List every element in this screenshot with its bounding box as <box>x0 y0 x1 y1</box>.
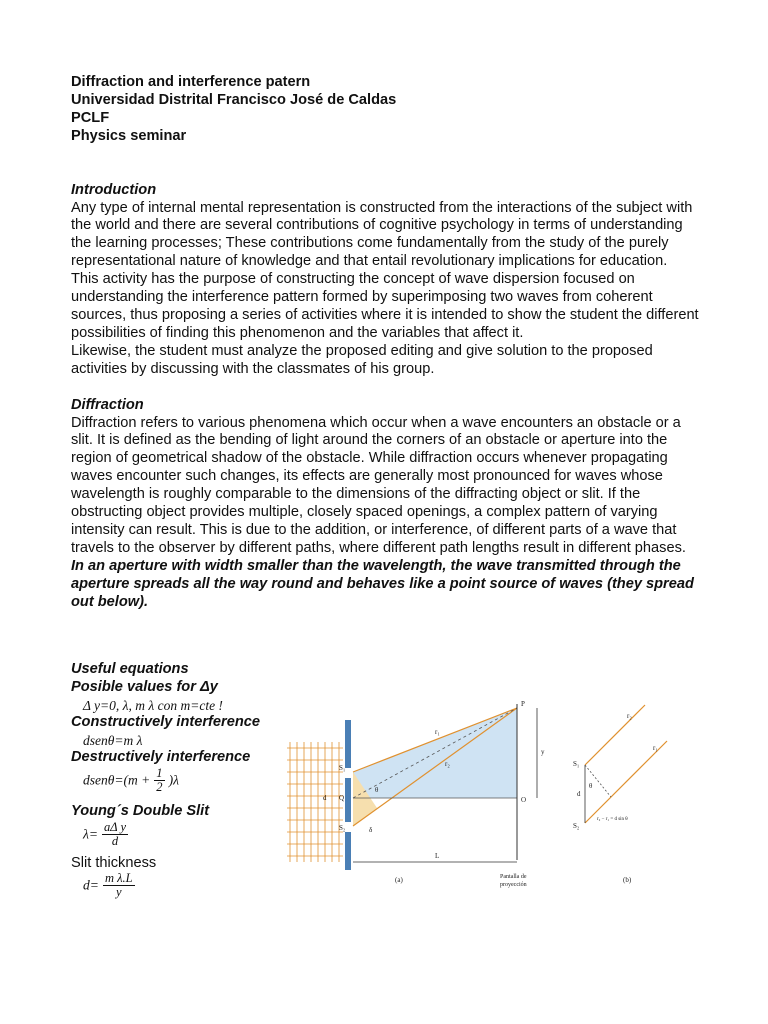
svg-text:r₂: r₂ <box>445 760 450 768</box>
introduction-paragraph-2: This activity has the purpose of constructing the concept of wave dispersion focused on understanding the interference pattern formed by superimposing two waves from coherent sources, thus proposing a series of activities where it is intended to show the student the different possibilities of finding this phenomenon and the variables that affect it. <box>71 271 699 341</box>
svg-text:O: O <box>521 796 527 804</box>
caption-b: (b) <box>623 876 632 884</box>
svg-text:Q: Q <box>339 794 345 802</box>
university-name: Universidad Distrital Francisco José de Caldas <box>71 91 397 108</box>
introduction-paragraph-1: Any type of internal mental representation is constructed from the interactions of the subject with the world and there are several contributions of cognitive psychology in terms of understanding the learning processes; These contributions come fundamentally from the study of the purely representational nature of knowledge and that entail revolutionary implications for education. <box>71 199 693 270</box>
double-slit-diagram <box>285 690 685 900</box>
destructive-equation: dsenθ=(m + $\frac{1}{2}$ )λ <box>83 765 179 794</box>
possible-values-label: Posible values for Δy <box>71 678 218 695</box>
svg-text:P: P <box>521 700 525 708</box>
barrier-middle <box>345 778 351 822</box>
young-fraction: $\frac{\text{aΔ y}}{d}$ <box>104 819 127 848</box>
introduction-heading: Introduction <box>71 181 157 198</box>
young-equation: λ= $\frac{\text{aΔ y}}{d}$ <box>83 819 127 848</box>
svg-text:θ: θ <box>589 782 593 790</box>
barrier-bottom <box>345 832 351 870</box>
equations-heading: Useful equations <box>71 661 189 677</box>
svg-text:d: d <box>323 794 327 802</box>
equations-section <box>71 661 286 906</box>
spacer <box>71 146 701 182</box>
spacer <box>71 379 701 397</box>
svg-text:r₂: r₂ <box>627 712 632 720</box>
young-label: Young´s Double Slit <box>71 802 210 819</box>
slit-thickness-label: Slit thickness <box>71 854 157 871</box>
diffraction-heading: Diffraction <box>71 396 144 413</box>
path-difference-label: r₂ − r₁ = d sin θ <box>597 817 628 822</box>
svg-text:S₁: S₁ <box>573 760 580 768</box>
svg-text:d: d <box>577 790 581 798</box>
svg-text:S₁: S₁ <box>339 764 346 772</box>
course-name: Physics seminar <box>71 127 187 144</box>
svg-text:r₁: r₁ <box>435 728 440 736</box>
svg-text:L: L <box>435 852 440 860</box>
screen-label-2: proyección <box>500 882 527 888</box>
caption-a: (a) <box>395 876 403 884</box>
svg-text:S₂: S₂ <box>573 822 580 830</box>
diffraction-emphasis: In an aperture with width smaller than the wavelength, the wave transmitted through the aperture spreads all the way round and behaves like a point source of waves (they spread out below). <box>71 557 694 610</box>
panel-b <box>573 705 667 884</box>
slit-fraction: $\frac{\text{m λ.L}}{y}$ <box>104 871 133 900</box>
svg-text:θ: θ <box>375 786 379 794</box>
document-title: Diffraction and interference patern <box>71 74 311 90</box>
program-name: PCLF <box>71 109 110 126</box>
document-body <box>71 74 701 611</box>
destructive-label: Destructively interference <box>71 748 251 765</box>
introduction-paragraph-3: Likewise, the student must analyze the proposed editing and give solution to the proposed activities by discussing with the classmates of his group. <box>71 342 653 377</box>
svg-text:S₂: S₂ <box>339 824 346 832</box>
incident-rays <box>287 748 346 856</box>
fraction-half: $\frac{1}{2}$ <box>156 765 163 794</box>
svg-text:r₁: r₁ <box>653 744 658 752</box>
diffraction-paragraph: Diffraction refers to various phenomena which occur when a wave encounters an obstacle or a slit. It is defined as the bending of light around the corners of an obstacle or aperture into the region of geometrical shadow of the obstacle. While diffraction occurs whenever propagating waves encounter such changes, its effects are generally most pronounced for waves whose wavelength is roughly comparable to the dimensions of the diffracting object or slit. If the obstructing object provides multiple, closely spaced openings, a complex pattern of varying intensity can result. This is due to the addition, or interference, of different parts of a wave that travels to the observer by different paths, where different path lengths result in different phases. <box>71 414 686 556</box>
screen-label-1: Pantalla de <box>500 874 527 880</box>
slit-thickness-equation: d= $\frac{\text{m λ.L}}{y}$ <box>83 871 133 900</box>
possible-values-equation: Δ y=0, λ, m λ con m=cte ! <box>83 697 223 713</box>
svg-text:y: y <box>541 748 545 756</box>
svg-text:δ: δ <box>369 826 373 834</box>
constructive-label: Constructively interference <box>71 713 260 730</box>
shadow-region <box>353 708 517 798</box>
barrier-top <box>345 720 351 768</box>
constructive-equation: dsenθ=m λ <box>83 732 143 748</box>
